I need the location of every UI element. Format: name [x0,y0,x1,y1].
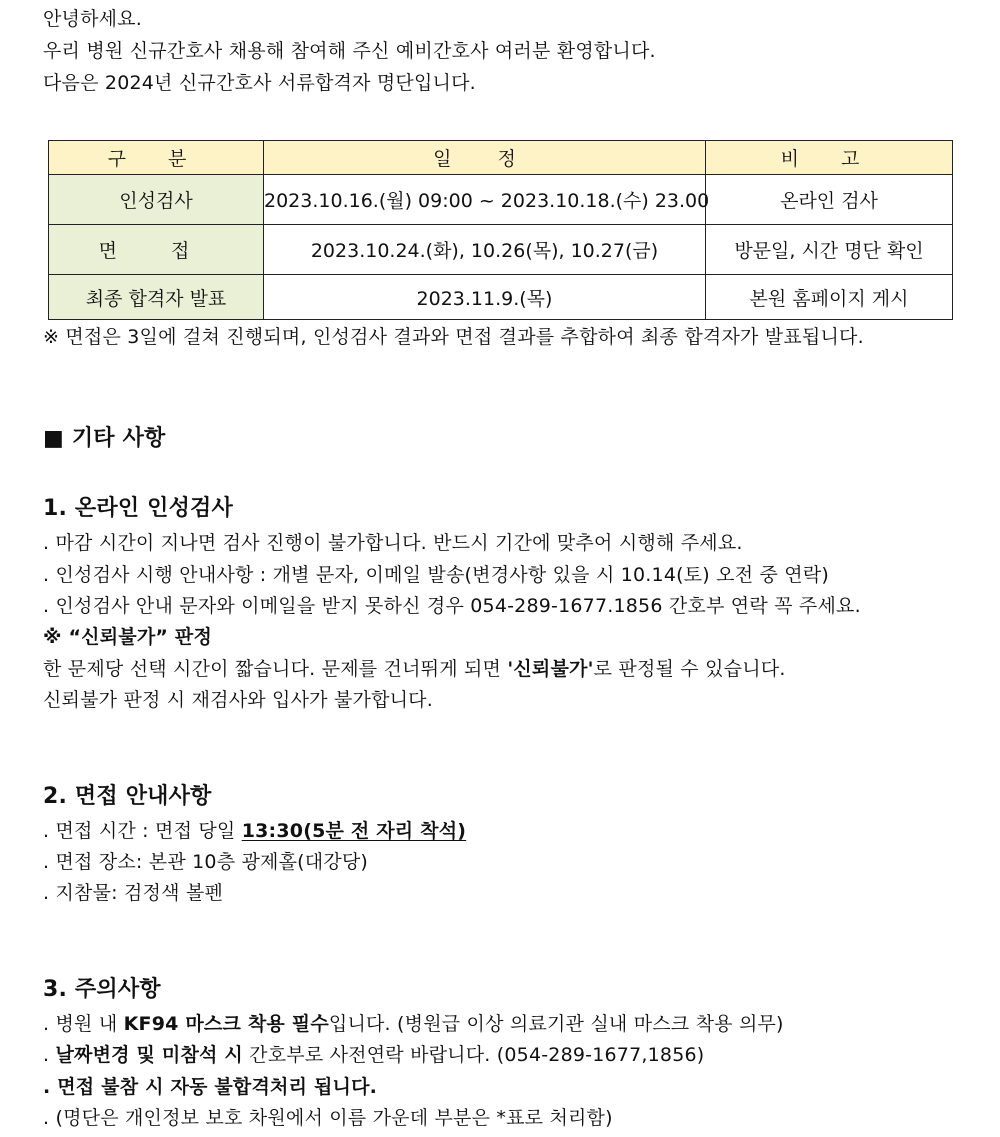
section1-title: 1. 온라인 인성검사 [43,496,233,521]
section1-line4 [43,656,786,682]
section3-line3: . 면접 불참 시 자동 불합격처리 됩니다. [43,1076,378,1098]
section2-line2: . 면접 장소: 본관 10층 광제홀(대강당) [43,851,369,873]
row-date: 2023.10.16.(월) 09:00 ~ 2023.10.18.(수) 23.00 [264,175,706,225]
welcome-text: 우리 병원 신규간호사 채용해 참여해 주신 예비간호사 여러분 환영합니다. [43,40,656,62]
schedule-table [48,140,953,320]
line2-pre: . [43,1044,56,1066]
section3-line1 [43,1011,784,1037]
table-header-row [49,141,953,175]
section2-line3: . 지참물: 검정색 볼펜 [43,882,223,904]
line2-post: 간호부로 사전연락 바랍니다. (054-289-1677,1856) [242,1044,705,1066]
interview-time: 13:30(5분 전 자리 착석) [241,820,467,842]
table-row [49,275,953,320]
section1-line5: 신뢰불가 판정 시 재검사와 입사가 불가합니다. [43,689,433,711]
row-category: 면 접 [49,225,264,275]
section3-line4: . (명단은 개인정보 보호 차원에서 이름 가운데 부분은 *표로 처리함) [43,1107,613,1129]
section1-line3: . 인성검사 안내 문자와 이메일을 받지 못하신 경우 054-289-1677.1856 간호부 연락 꼭 주세요. [43,595,861,617]
row-date: 2023.10.24.(화), 10.26(목), 10.27(금) [264,225,706,275]
row-note: 방문일, 시간 명단 확인 [706,225,953,275]
row-note: 온라인 검사 [706,175,953,225]
section2-title: 2. 면접 안내사항 [43,784,212,809]
line4-pre: 한 문제당 선택 시간이 짧습니다. 문제를 건너뛰게 되면 [43,658,508,680]
date-change-notice: 날짜변경 및 미참석 시 [55,1044,243,1066]
row-category: 최종 합격자 발표 [49,275,264,320]
list-intro-text: 다음은 2024년 신규간호사 서류합격자 명단입니다. [43,72,476,94]
row-date: 2023.11.9.(목) [264,275,706,320]
row-category: 인성검사 [49,175,264,225]
greeting: 안녕하세요. [43,8,143,30]
line4-post: 로 판정될 수 있습니다. [593,658,786,680]
schedule-footnote: ※ 면접은 3일에 걸쳐 진행되며, 인성검사 결과와 면접 결과를 추합하여 최종 합격자가 발표됩니다. [43,326,864,348]
table-row [49,225,953,275]
section3-title: 3. 주의사항 [43,977,161,1002]
reliability-subheading: ※ “신뢰불가” 판정 [43,626,212,648]
line1-pre: . 병원 내 [43,1013,124,1035]
etc-heading: ■ 기타 사항 [43,426,166,451]
header-category: 구 분 [49,141,264,175]
line4-bold: '신뢰불가' [507,658,594,680]
section1-line2: . 인성검사 시행 안내사항 : 개별 문자, 이메일 발송(변경사항 있을 시 10.14(토) 오전 중 연락) [43,564,830,586]
section3-line2 [43,1042,704,1068]
line1-post: 입니다. (병원급 이상 의료기관 실내 마스크 착용 의무) [328,1013,784,1035]
row-note: 본원 홈페이지 게시 [706,275,953,320]
table-row [49,175,953,225]
header-note: 비 고 [706,141,953,175]
section2-line1 [43,818,466,844]
line1-pre: . 면접 시간 : 면접 당일 [43,820,242,842]
header-schedule: 일 정 [264,141,706,175]
section1-line1: . 마감 시간이 지나면 검사 진행이 불가합니다. 반드시 기간에 맞추어 시행해 주세요. [43,532,743,554]
mask-notice: KF94 마스크 착용 필수 [123,1013,329,1035]
